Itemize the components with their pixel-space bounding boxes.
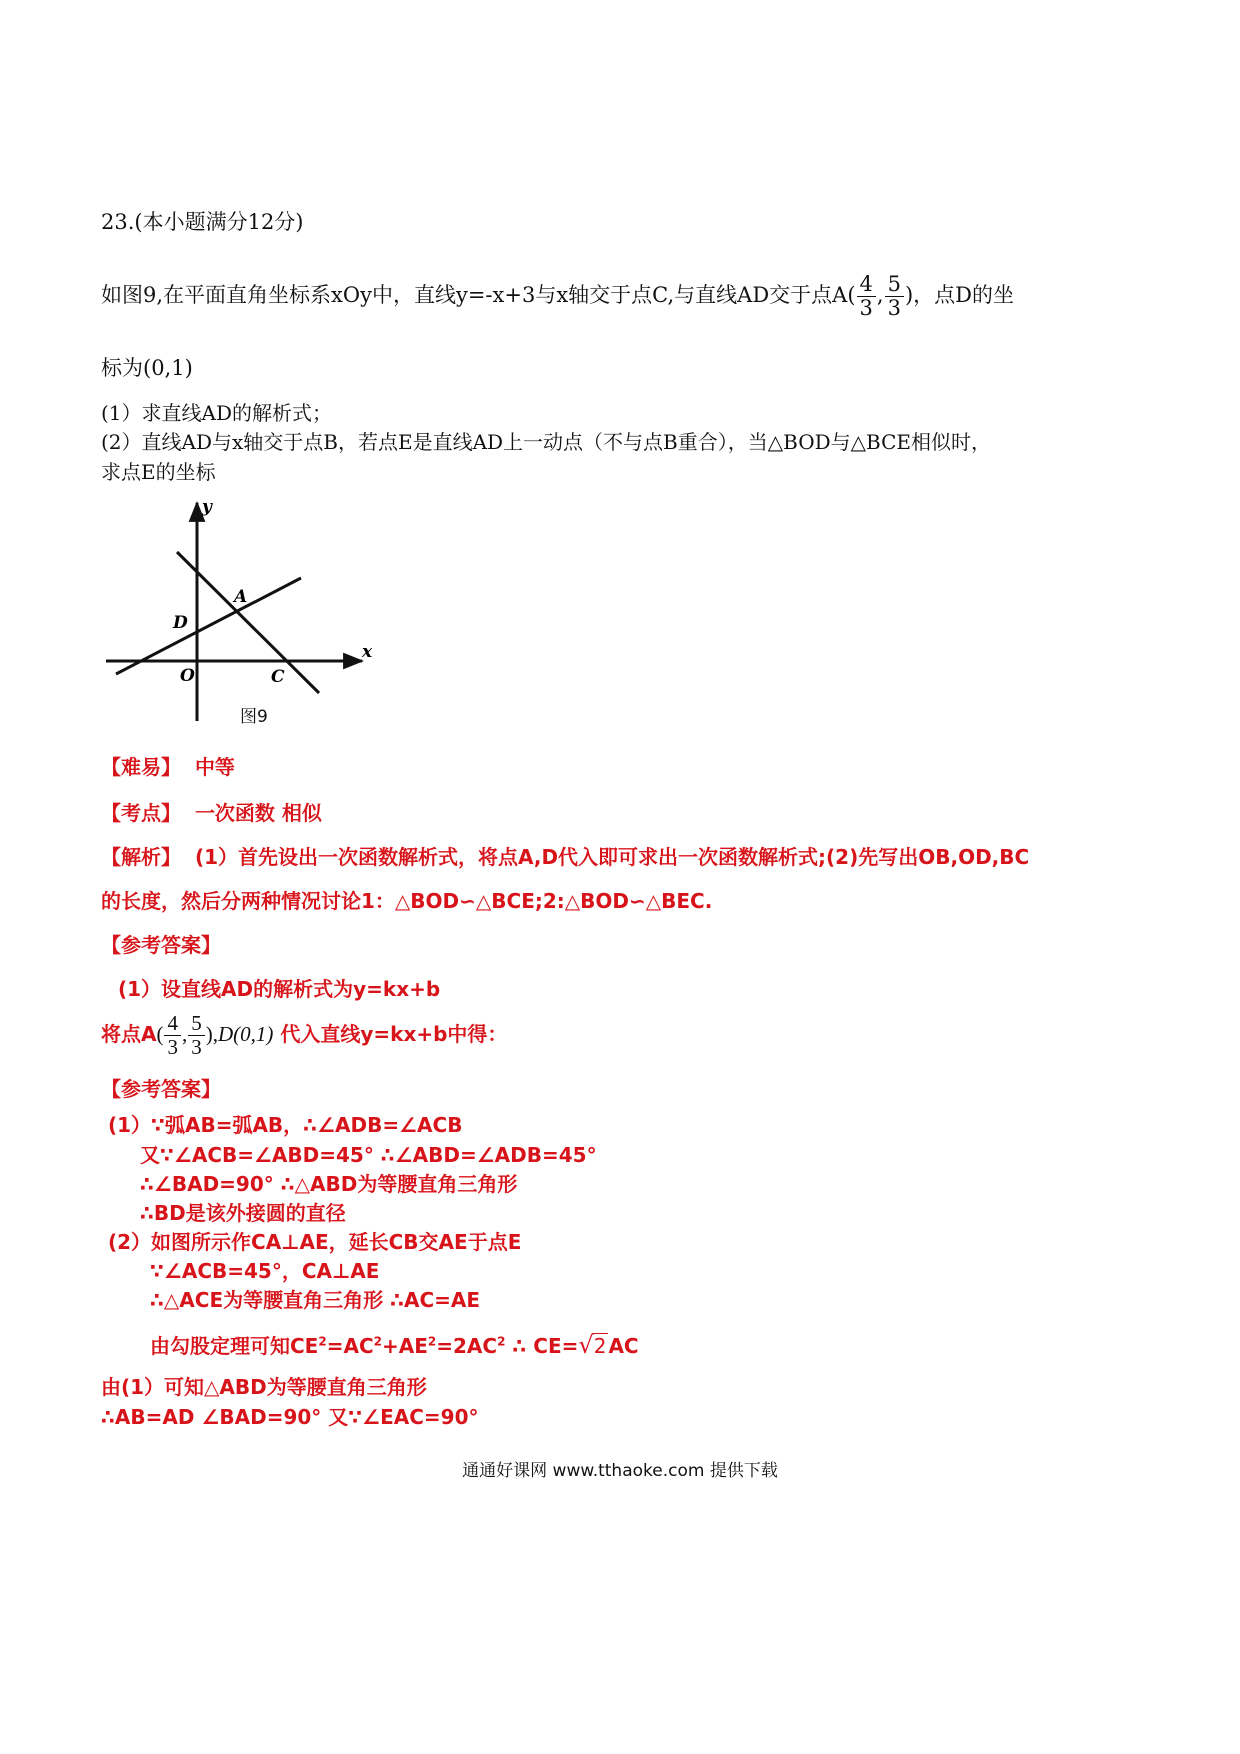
pythagoras-text-b: =AC — [326, 1334, 374, 1358]
analysis-text-1: (1）首先设出一次函数解析式，将点A,D代入即可求出一次函数解析式;(2)先写出OB,OD,BC — [194, 845, 1030, 869]
paren-close: ), — [205, 1022, 218, 1046]
fraction-ax: $\frac{4}{3}$ — [857, 273, 876, 320]
coordinate-figure — [100, 495, 390, 735]
question-part-2: (2）直线AD与x轴交于点B，若点E是直线AD上一动点（不与点B重合），当△BOD与△BCE相似时， — [101, 430, 991, 454]
sqrt-sign: √ — [578, 1331, 594, 1359]
point-d-answer: D(0,1) — [217, 1022, 274, 1046]
answer-2-line-6: ∵∠ACB=45°，CA⊥AE — [150, 1259, 380, 1283]
question-header: 23.(本小题满分12分) — [101, 210, 304, 234]
paren-open: ( — [156, 1022, 164, 1046]
separator: , — [876, 283, 884, 307]
answer-2-line-2: 又∵∠ACB=∠ABD=45° ∴∠ABD=∠ADB=45° — [140, 1143, 597, 1167]
exp-3: 2 — [427, 1334, 437, 1349]
pythagoras-text-d: =2AC — [436, 1334, 498, 1358]
question-stem — [101, 273, 1014, 320]
answer-1-line-1: (1）设直线AD的解析式为y=kx+b — [118, 977, 441, 1001]
points-line — [101, 797, 322, 826]
answer-2-line-10: ∴AB=AD ∠BAD=90° 又∵∠EAC=90° — [101, 1405, 479, 1429]
analysis-line-1 — [101, 841, 1029, 870]
answer-1-line-2-b: 代入直线y=kx+b中得： — [280, 1022, 508, 1046]
label-o: O — [180, 666, 195, 686]
sqrt-radicand: 2 — [593, 1334, 607, 1358]
answer-tag-1: 【参考答案】 — [101, 933, 221, 957]
question-stem-continued: 标为(0,1) — [101, 356, 193, 380]
fraction-ay-answer: $\frac{5}{3}$ — [188, 1012, 205, 1059]
points-value: 一次函数 相似 — [194, 801, 322, 825]
difficulty-value: 中等 — [194, 755, 235, 779]
exp-1: 2 — [318, 1334, 327, 1349]
page-footer: 通通好课网 www.tthaoke.com 提供下载 — [462, 1461, 778, 1481]
answer-1-line-2-a: 将点A — [101, 1022, 157, 1046]
exp-2: 2 — [373, 1334, 382, 1349]
fraction-ay: $\frac{5}{3}$ — [885, 273, 904, 320]
question-part-2-continued: 求点E的坐标 — [101, 460, 216, 484]
answer-tag-2: 【参考答案】 — [101, 1077, 221, 1101]
pythagoras-text-f: AC — [608, 1334, 639, 1358]
pythagoras-text-c: +AE — [381, 1334, 428, 1358]
question-part-1: (1）求直线AD的解析式； — [101, 401, 333, 425]
answer-2-line-1: (1）∵弧AB=弧AB，∴∠ADB=∠ACB — [108, 1113, 463, 1137]
stem-text-b: )，点D的坐 — [904, 283, 1014, 307]
label-a: A — [234, 587, 248, 607]
points-tag: 【考点】 — [101, 801, 181, 825]
fraction-ax-answer: $\frac{4}{3}$ — [164, 1012, 181, 1059]
label-y: y — [202, 497, 212, 517]
answer-1-line-2 — [101, 1012, 507, 1059]
analysis-line-2: 的长度，然后分两种情况讨论1：△BOD∽△BCE;2:△BOD∽△BEC. — [101, 889, 713, 913]
answer-2-line-3: ∴∠BAD=90° ∴△ABD为等腰直角三角形 — [140, 1172, 518, 1196]
pythagoras-text-a: 由勾股定理可知CE — [150, 1334, 319, 1358]
difficulty-line — [101, 751, 235, 780]
analysis-tag: 【解析】 — [101, 845, 181, 869]
difficulty-tag: 【难易】 — [101, 755, 181, 779]
label-x: x — [362, 642, 373, 662]
label-c: C — [271, 667, 285, 687]
fraction-sep-answer: , — [181, 1022, 188, 1046]
exp-4: 2 — [497, 1334, 506, 1349]
answer-2-line-4: ∴BD是该外接圆的直径 — [140, 1201, 346, 1225]
answer-2-line-8 — [150, 1330, 639, 1359]
pythagoras-text-e: ∴ CE= — [505, 1334, 579, 1358]
answer-2-line-9: 由(1）可知△ABD为等腰直角三角形 — [101, 1375, 427, 1399]
figure-caption: 图9 — [240, 707, 268, 727]
answer-2-line-7: ∴△ACE为等腰直角三角形 ∴AC=AE — [150, 1288, 481, 1312]
stem-text-a: 如图9,在平面直角坐标系xOy中，直线y=-x+3与x轴交于点C,与直线AD交于点A( — [101, 283, 856, 307]
label-d: D — [173, 613, 188, 633]
answer-2-line-5: (2）如图所示作CA⊥AE，延长CB交AE于点E — [108, 1230, 522, 1254]
